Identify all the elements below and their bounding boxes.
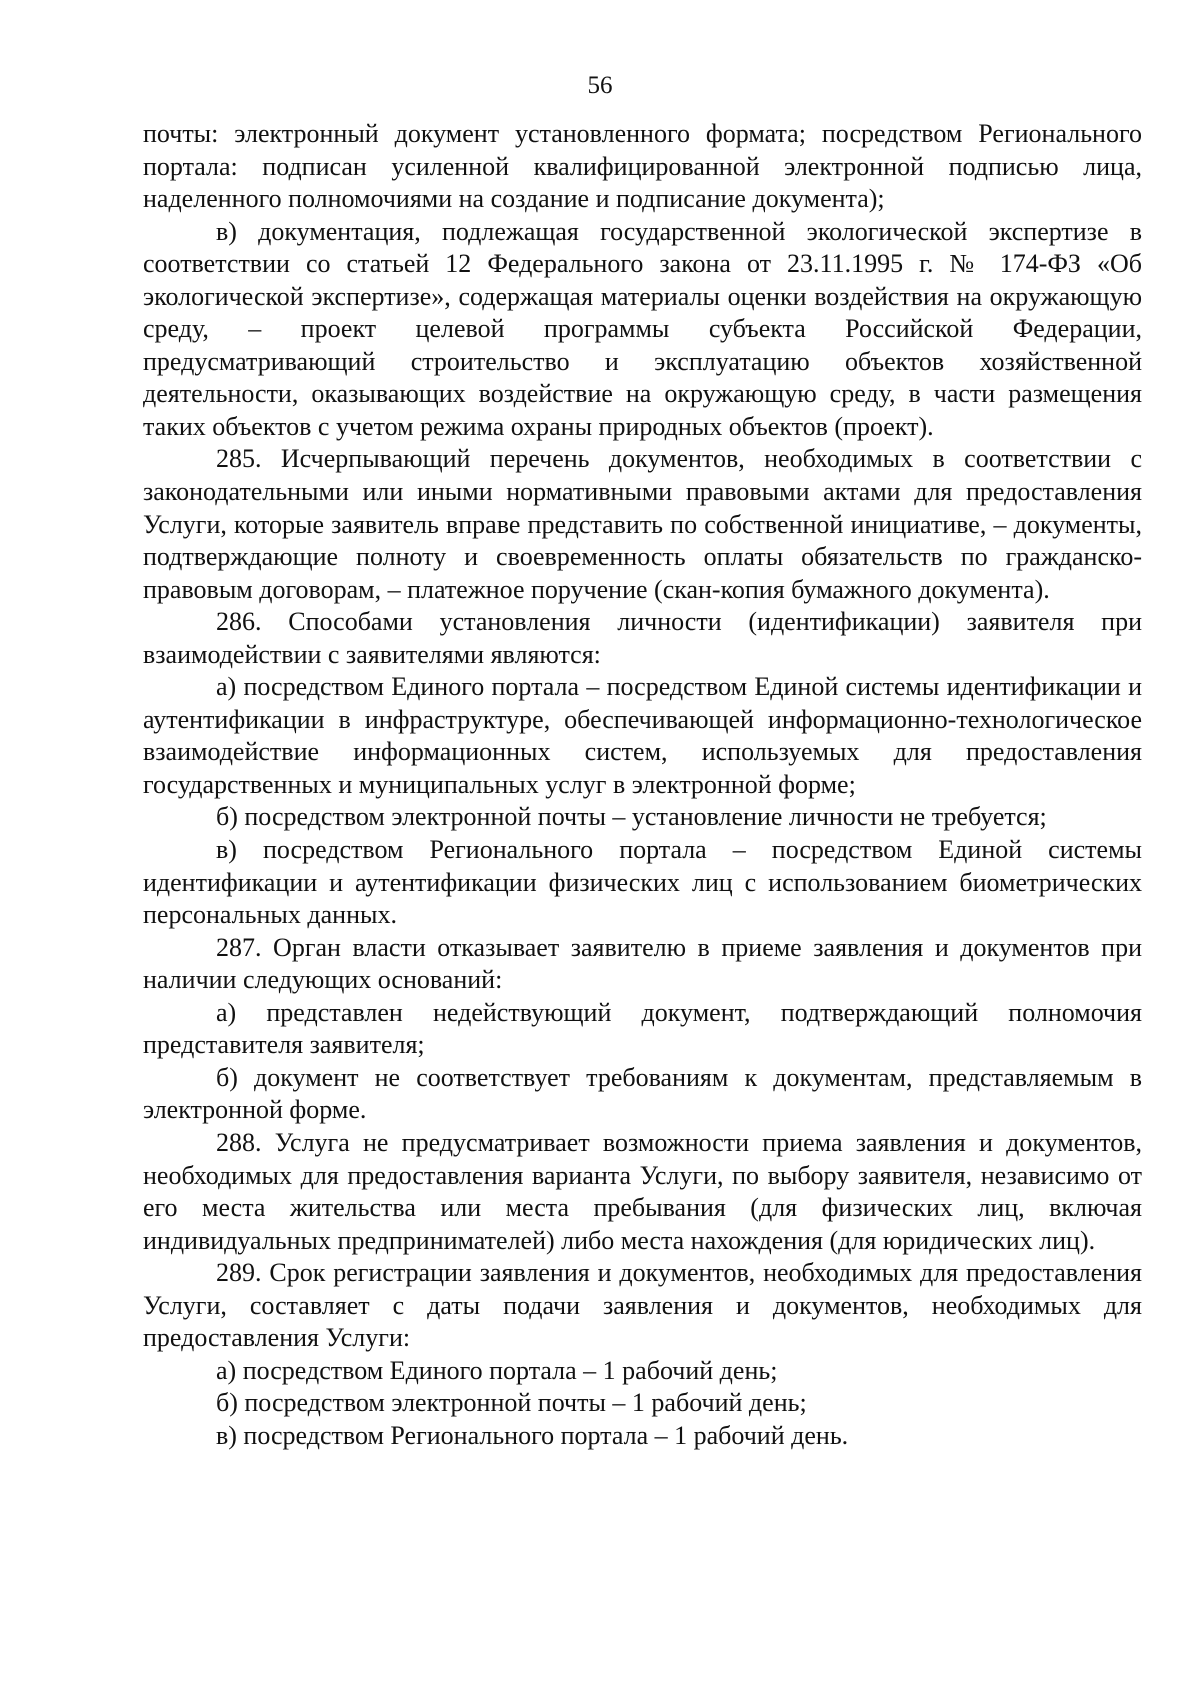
- paragraph-286: 286. Способами установления личности (идентификации) заявителя при взаимодействии с заявителями являются:: [143, 607, 1142, 669]
- page-number: 56: [587, 72, 613, 99]
- paragraph-289-b: б) посредством электронной почты – 1 рабочий день;: [216, 1388, 807, 1418]
- paragraph-288: 288. Услуга не предусматривает возможности приема заявления и документов, необходимых для предоставления варианта Услуги, по выбору заявителя, независимо от его места жительства или места пребывания (для физических лиц, включая индивидуальных предпринимателей) либо места нахождения (для юридических лиц).: [143, 1127, 1142, 1255]
- paragraph-287-a: а) представлен недействующий документ, подтверждающий полномочия представителя заявителя;: [143, 997, 1142, 1060]
- paragraph-289-a: а) посредством Единого портала – 1 рабочий день;: [216, 1355, 778, 1385]
- document-body: [143, 118, 1142, 1452]
- paragraph-287: 287. Орган власти отказывает заявителю в приеме заявления и документов при наличии следующих оснований:: [143, 932, 1142, 995]
- paragraph-289-v: в) посредством Регионального портала – 1 рабочий день.: [216, 1420, 849, 1450]
- paragraph-286-a: а) посредством Единого портала – посредством Единой системы идентификации и аутентификации в инфраструктуре, обеспечивающей информационно-технологическое взаимодействие информационных систем, используемых для предоставления государственных и муниципальных услуг в электронной форме;: [143, 672, 1142, 799]
- paragraph-289: 289. Срок регистрации заявления и документов, необходимых для предоставления Услуги, составляет с даты подачи заявления и документов, необходимых для предоставления Услуги:: [143, 1258, 1142, 1353]
- paragraph-286-v: в) посредством Регионального портала – посредством Единой системы идентификации и аутентификации физических лиц с использованием биометрических персональных данных.: [143, 835, 1142, 930]
- paragraph-item-v-documentation: в) документация, подлежащая государственной экологической экспертизе в соответствии со статьей 12 Федерального закона от 23.11.1995 г. № 174-ФЗ «Об экологической экспертизе», содержащая материалы оценки воздействия на окружающую среду, – проект целевой программы субъекта Российской Федерации, предусматривающий строительство и эксплуатацию объектов хозяйственной деятельности, оказывающих воздействие на окружающую среду, в части размещения таких объектов с учетом режима охраны природных объектов (проект).: [143, 216, 1142, 441]
- paragraph-287-b: б) документ не соответствует требованиям к документам, представляемым в электронной форме.: [143, 1062, 1142, 1125]
- paragraph-286-b: б) посредством электронной почты – установление личности не требуется;: [216, 802, 1047, 832]
- paragraph-continuation: почты: электронный документ установленного формата; посредством Регионального портала: подписан усиленной квалифицированной электронной подписью лица, наделенного полномочиями на создание и подписание документа);: [143, 119, 1142, 214]
- paragraph-285: 285. Исчерпывающий перечень документов, необходимых в соответствии с законодательными или иными нормативными правовыми актами для предоставления Услуги, которые заявитель вправе представить по собственной инициативе, – документы, подтверждающие полноту и своевременность оплаты обязательств по гражданско-правовым договорам, – платежное поручение (скан-копия бумажного документа).: [143, 444, 1142, 604]
